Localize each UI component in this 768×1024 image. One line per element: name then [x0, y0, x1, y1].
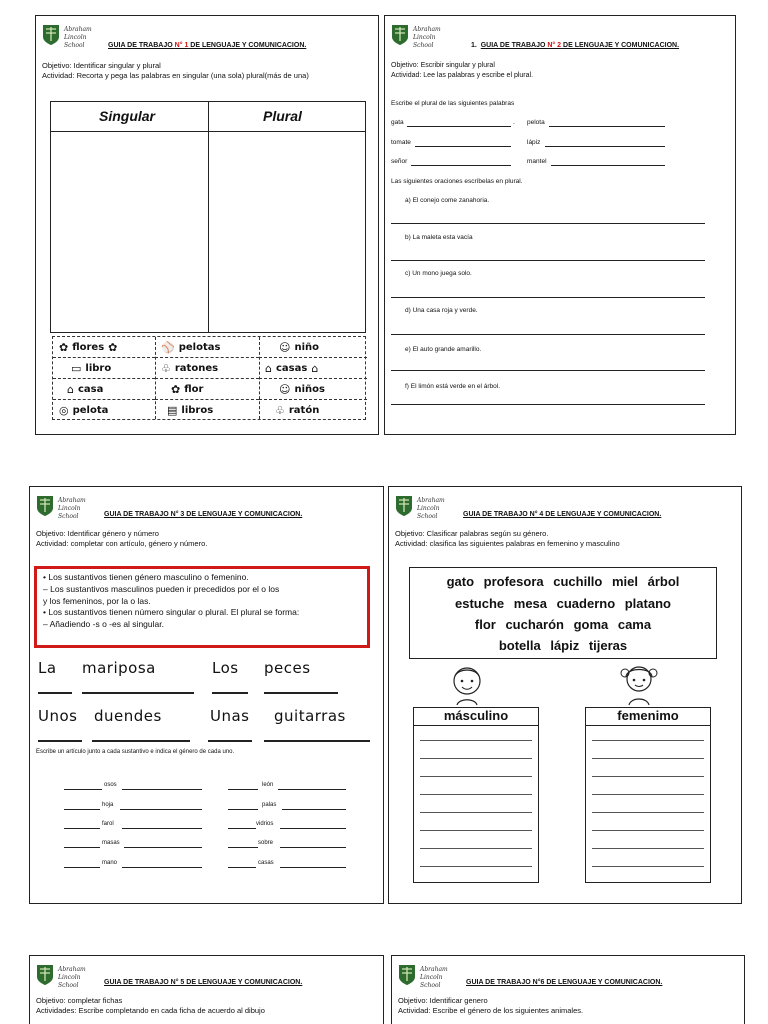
word-mantel: mantel	[527, 158, 547, 165]
school-name: Abraham Lincoln School	[64, 26, 92, 49]
example-noun: guitarras	[274, 707, 346, 725]
cutout-word: ⚾ pelotas	[155, 337, 259, 358]
worksheet-4	[388, 486, 742, 904]
article-line[interactable]	[64, 789, 102, 790]
answer-line[interactable]	[592, 758, 704, 759]
activity: Actividad: Escribe el género de los siguientes animales.	[398, 1006, 584, 1015]
sentence: e) El auto grande amarillo.	[405, 346, 482, 353]
answer-line[interactable]	[592, 794, 704, 795]
article-line[interactable]	[64, 809, 100, 810]
answer-line[interactable]	[391, 297, 705, 298]
crest-icon	[391, 24, 409, 46]
sentence: c) Un mono juega solo.	[405, 270, 472, 277]
noun: palas	[262, 802, 277, 808]
cutout-word: ♧ ratones	[155, 358, 259, 379]
answer-line[interactable]	[391, 404, 705, 405]
worksheet-title: 1. GUIA DE TRABAJO N° 2 DE LENGUAJE Y COMUNICACION.	[471, 42, 680, 49]
mice-icon: ♧	[161, 361, 171, 375]
sentence: b) La maleta esta vacía	[405, 234, 473, 241]
word-lapiz: lápiz	[527, 139, 541, 146]
article-line[interactable]	[228, 789, 258, 790]
school-logo	[42, 24, 112, 50]
answer-line[interactable]	[208, 740, 252, 742]
word-gata: gata	[391, 119, 404, 126]
gender-line[interactable]	[280, 867, 346, 868]
answer-line[interactable]	[420, 830, 532, 831]
feminine-header: femenimo	[586, 708, 710, 726]
gender-line[interactable]	[120, 809, 202, 810]
answer-line[interactable]	[420, 866, 532, 867]
mouse-icon: ♧	[275, 404, 285, 417]
answer-line[interactable]	[38, 740, 82, 742]
answer-line[interactable]	[592, 830, 704, 831]
answer-line[interactable]	[551, 165, 665, 166]
noun: vidrios	[256, 821, 274, 827]
school-name: Abraham Lincoln School	[58, 966, 86, 989]
house-icon: ⌂	[67, 382, 74, 396]
school-name: Abraham Lincoln School	[58, 497, 86, 520]
gender-line[interactable]	[122, 867, 202, 868]
flowers-icon: ✿	[59, 340, 69, 354]
answer-line[interactable]	[592, 866, 704, 867]
word-senor: señor	[391, 158, 408, 165]
house-icon: ⌂	[311, 361, 319, 375]
crest-icon	[36, 964, 54, 986]
objective: Objetivo: Escribir singular y plural	[391, 62, 495, 69]
word-tomate: tomate	[391, 139, 411, 146]
instruction: Escribe el plural de las siguientes palabras	[391, 100, 515, 107]
example-article: Unos	[38, 707, 78, 725]
cutout-word: ♧ ratón	[275, 404, 320, 417]
cutout-word: ☺ niños	[259, 379, 367, 400]
answer-line[interactable]	[407, 126, 511, 127]
crest-icon	[398, 964, 416, 986]
cutout-word: ✿ flores ✿	[53, 337, 155, 358]
gender-line[interactable]	[280, 828, 346, 829]
worksheet-title: GUIA DE TRABAJO N° 4 DE LENGUAJE Y COMUNICACION.	[463, 511, 662, 518]
gender-line[interactable]	[278, 789, 346, 790]
masculine-header: másculino	[414, 708, 538, 726]
instruction: Escribe un artículo junto a cada sustantivo e indica el género de cada uno.	[36, 749, 235, 755]
objective: Objetivo: Identificar singular y plural	[42, 61, 161, 70]
answer-line[interactable]	[264, 692, 338, 694]
school-logo	[395, 495, 465, 521]
answer-line[interactable]	[420, 848, 532, 849]
word-bank-row: flor cucharón goma cama	[474, 617, 652, 632]
answer-line[interactable]	[592, 740, 704, 741]
word-bank-row: gato profesora cuchillo miel árbol	[446, 574, 680, 589]
noun: mano	[102, 860, 118, 866]
activity: Actividad: clasifica las siguientes palabras en femenino y masculino	[395, 539, 620, 548]
word-pelota: pelota	[527, 119, 545, 126]
answer-line[interactable]	[420, 740, 532, 741]
article-line[interactable]	[64, 867, 100, 868]
book-icon: ▭	[71, 361, 82, 375]
masculine-column	[413, 707, 539, 883]
gender-line[interactable]	[282, 809, 346, 810]
answer-line[interactable]	[212, 692, 248, 694]
article-line[interactable]	[64, 847, 100, 848]
cutout-word: ◎ pelota	[59, 404, 109, 417]
answer-line[interactable]	[592, 812, 704, 813]
singular-header: Singular	[99, 108, 156, 124]
worksheet-title: GUIA DE TRABAJO N° 5 DE LENGUAJE Y COMUNICACION.	[104, 979, 303, 986]
school-logo	[398, 964, 468, 990]
school-name: Abraham Lincoln School	[413, 26, 441, 49]
activity: Actividad: Lee las palabras y escribe el plural.	[391, 72, 534, 79]
noun: masas	[102, 840, 120, 846]
school-logo	[36, 964, 106, 990]
example-noun: duendes	[94, 707, 162, 725]
word-bank-row: botella lápiz tijeras	[498, 638, 628, 653]
answer-line[interactable]	[264, 740, 370, 742]
noun: farol	[102, 821, 114, 827]
answer-line[interactable]	[411, 165, 511, 166]
article-line[interactable]	[228, 847, 258, 848]
answer-line[interactable]	[592, 776, 704, 777]
answer-line[interactable]	[391, 370, 705, 371]
grammar-rules-box: • Los sustantivos tienen género masculino o femenino. – Los sustantivos masculinos pueden ir precedidos por el o los y los femeninos, por la o las. • Los sustantivos tienen número singular o plural. El plural se forma: – Añadiendo -s o -es al singular.	[34, 566, 370, 648]
instruction-2: Las siguientes oraciones escríbelas en plural.	[391, 178, 523, 185]
answer-line[interactable]	[592, 848, 704, 849]
answer-line[interactable]	[38, 692, 72, 694]
sentence: d) Una casa roja y verde.	[405, 307, 478, 314]
example-article: Unas	[210, 707, 250, 725]
school-logo	[36, 495, 106, 521]
answer-line[interactable]	[545, 146, 665, 147]
crest-icon	[42, 24, 60, 46]
boy-icon	[445, 663, 489, 709]
worksheet-5	[29, 955, 384, 1024]
worksheet-title: GUIA DE TRABAJO N° 1 DE LENGUAJE Y COMUNICACION.	[108, 42, 307, 49]
noun: casas	[258, 860, 274, 866]
answer-line[interactable]	[420, 812, 532, 813]
worksheet-6	[391, 955, 745, 1024]
school-name: Abraham Lincoln School	[417, 497, 445, 520]
cutout-word: ✿ flor	[155, 379, 259, 400]
worksheet-3	[29, 486, 384, 904]
objective: Objetivo: completar fichas	[36, 996, 123, 1005]
article-line[interactable]	[228, 809, 258, 810]
gender-line[interactable]	[124, 847, 202, 848]
word-bank-row: estuche mesa cuaderno platano	[455, 596, 671, 611]
noun: león	[262, 782, 274, 788]
ball-icon: ◎	[59, 404, 69, 417]
activity: Actividad: completar con artículo, género y número.	[36, 539, 208, 548]
cutout-word: ☺ niño	[259, 337, 367, 358]
answer-line[interactable]	[420, 776, 532, 777]
gender-line[interactable]	[122, 789, 202, 790]
gender-line[interactable]	[280, 847, 346, 848]
gender-line[interactable]	[122, 828, 202, 829]
children-icon: ☺	[279, 382, 291, 396]
example-article: La	[38, 659, 57, 677]
school-logo	[391, 24, 461, 50]
crest-icon	[395, 495, 413, 517]
cutout-word: ⌂ casa	[53, 379, 155, 400]
feminine-column	[585, 707, 711, 883]
article-line[interactable]	[228, 828, 256, 829]
answer-line[interactable]	[415, 146, 511, 147]
worksheet-2: Abraham Lincoln School 1. GUIA DE TRABAJO N° 2 DE LENGUAJE Y COMUNICACION. Objetivo: Escribir singular y plural Actividad: Lee las palabras y escribe el plural. Escribe el plural de las siguientes palabras gata . pelota tomate lápiz señor mantel Las siguientes oraciones escríbelas en plural. a) El conejo come zanahoria. b) La maleta esta vacía c) Un mono juega solo. d) Una casa roja y verde. e) El auto grande amarillo. f) El limón está verde en el árbol.	[384, 15, 736, 435]
singular-plural-table	[50, 101, 366, 333]
article-line[interactable]	[64, 828, 100, 829]
answer-line[interactable]	[420, 758, 532, 759]
child-icon: ☺	[279, 340, 291, 354]
objective: Objetivo: Clasificar palabras según su género.	[395, 529, 549, 538]
example-noun: mariposa	[82, 659, 156, 677]
activity: Actividades: Escribe completando en cada ficha de acuerdo al dibujo	[36, 1006, 265, 1015]
answer-line[interactable]	[420, 794, 532, 795]
activity: Actividad: Recorta y pega las palabras en singular (una sola) plural(más de una)	[42, 71, 309, 80]
cutout-word: ▤ libros	[167, 404, 214, 417]
answer-line[interactable]	[92, 740, 190, 742]
flower-icon: ✿	[171, 382, 181, 396]
crest-icon	[36, 495, 54, 517]
worksheet-1	[35, 15, 379, 435]
noun: hoja	[102, 802, 114, 808]
worksheet-title: GUIA DE TRABAJO N° 3 DE LENGUAJE Y COMUNICACION.	[104, 511, 303, 518]
girl-icon	[617, 661, 661, 707]
answer-line[interactable]	[391, 260, 705, 261]
objective: Objetivo: Identificar género y número	[36, 529, 159, 538]
books-icon: ▤	[167, 404, 178, 417]
noun: osos	[104, 782, 117, 788]
plural-header: Plural	[263, 108, 302, 124]
word-bank	[409, 567, 717, 659]
article-line[interactable]	[228, 867, 256, 868]
sentence: f) El limón está verde en el árbol.	[405, 383, 501, 390]
noun: sobre	[258, 840, 274, 846]
house-icon: ⌂	[265, 361, 272, 375]
example-noun: peces	[264, 659, 311, 677]
objective: Objetivo: Identificar genero	[398, 996, 488, 1005]
school-name: Abraham Lincoln School	[420, 966, 448, 989]
sentence: a) El conejo come zanahoria.	[405, 197, 490, 204]
balls-icon: ⚾	[161, 340, 175, 354]
cutout-word: ▭ libro	[53, 358, 155, 379]
answer-line[interactable]	[391, 223, 705, 224]
cutout-words-grid	[52, 336, 366, 420]
flowers-icon: ✿	[108, 340, 118, 354]
example-article: Los	[212, 659, 239, 677]
cutout-word: ⌂ casas ⌂	[259, 358, 367, 379]
answer-line[interactable]	[82, 692, 194, 694]
answer-line[interactable]	[549, 126, 665, 127]
answer-line[interactable]	[391, 334, 705, 335]
worksheet-title: GUIA DE TRABAJO N°6 DE LENGUAJE Y COMUNICACION.	[466, 979, 663, 986]
